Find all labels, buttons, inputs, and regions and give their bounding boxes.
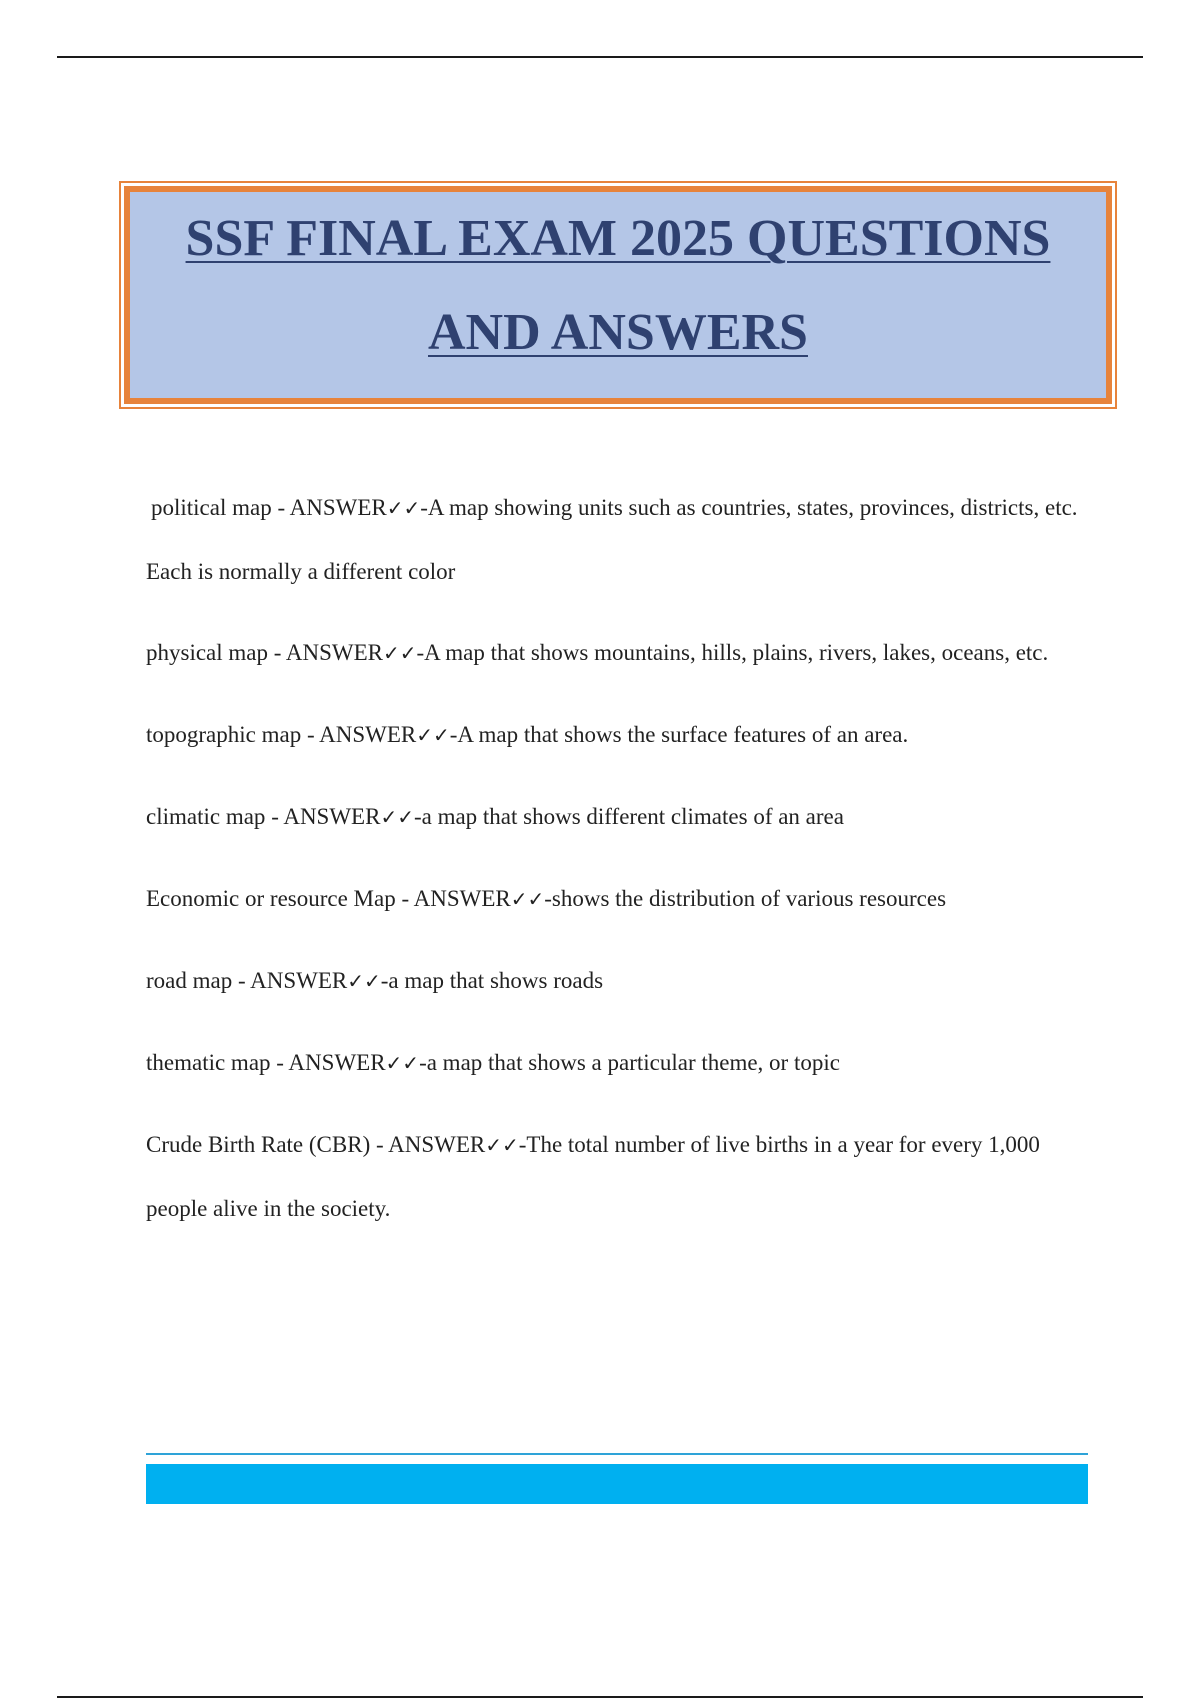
qa-item bbox=[146, 785, 1090, 849]
document-title-line-2: AND ANSWERS bbox=[428, 304, 808, 361]
qa-term: topographic map bbox=[146, 722, 302, 747]
qa-item bbox=[146, 867, 1090, 931]
qa-item bbox=[146, 703, 1090, 767]
qa-term: physical map bbox=[146, 640, 268, 665]
qa-term: thematic map bbox=[146, 1050, 271, 1075]
qa-item bbox=[146, 476, 1090, 603]
qa-list bbox=[146, 476, 1090, 1258]
qa-separator: - ANSWER bbox=[395, 886, 511, 911]
qa-answer: -A map that shows the surface features of an area. bbox=[449, 722, 909, 747]
qa-term: political map bbox=[151, 495, 272, 520]
qa-separator: - ANSWER bbox=[268, 640, 383, 665]
checkmark-icon: ✓✓ bbox=[383, 641, 417, 665]
footer-rule bbox=[146, 1453, 1088, 1455]
qa-item bbox=[146, 1113, 1090, 1240]
checkmark-icon: ✓✓ bbox=[347, 969, 381, 993]
footer-bar bbox=[146, 1464, 1088, 1504]
qa-separator: - ANSWER bbox=[270, 1050, 386, 1075]
qa-term: road map bbox=[146, 968, 233, 993]
qa-item bbox=[146, 949, 1090, 1013]
qa-answer: -A map showing units such as countries, states, provinces, districts, etc. Each is normally a different color bbox=[146, 495, 1078, 584]
checkmark-icon: ✓✓ bbox=[386, 496, 421, 520]
title-banner bbox=[124, 186, 1112, 404]
qa-separator: - ANSWER bbox=[265, 804, 381, 829]
qa-answer: -a map that shows roads bbox=[380, 968, 604, 993]
qa-separator: - ANSWER bbox=[232, 968, 348, 993]
qa-answer: -The total number of live births in a year for every 1,000 people alive in the society. bbox=[146, 1132, 1040, 1221]
page-bottom-rule bbox=[57, 1696, 1143, 1698]
qa-item bbox=[146, 621, 1090, 685]
qa-term: Economic or resource Map bbox=[146, 886, 396, 911]
qa-answer: -A map that shows mountains, hills, plains, rivers, lakes, oceans, etc. bbox=[416, 640, 1049, 665]
qa-term: climatic map bbox=[146, 804, 266, 829]
checkmark-icon: ✓✓ bbox=[416, 723, 450, 747]
qa-separator: - ANSWER bbox=[301, 722, 417, 747]
qa-separator: - ANSWER bbox=[370, 1132, 486, 1157]
qa-answer: -a map that shows different climates of an area bbox=[413, 804, 844, 829]
header-rule bbox=[57, 56, 1143, 58]
qa-term: Crude Birth Rate (CBR) bbox=[146, 1132, 371, 1157]
qa-answer: -shows the distribution of various resources bbox=[544, 886, 947, 911]
checkmark-icon: ✓✓ bbox=[380, 805, 414, 829]
checkmark-icon: ✓✓ bbox=[510, 887, 545, 911]
qa-item bbox=[146, 1031, 1090, 1095]
checkmark-icon: ✓✓ bbox=[485, 1133, 519, 1157]
document-title-line-1: SSF FINAL EXAM 2025 QUESTIONS bbox=[185, 210, 1051, 267]
checkmark-icon: ✓✓ bbox=[385, 1051, 420, 1075]
qa-answer: -a map that shows a particular theme, or topic bbox=[419, 1050, 840, 1075]
qa-separator: - ANSWER bbox=[271, 495, 387, 520]
